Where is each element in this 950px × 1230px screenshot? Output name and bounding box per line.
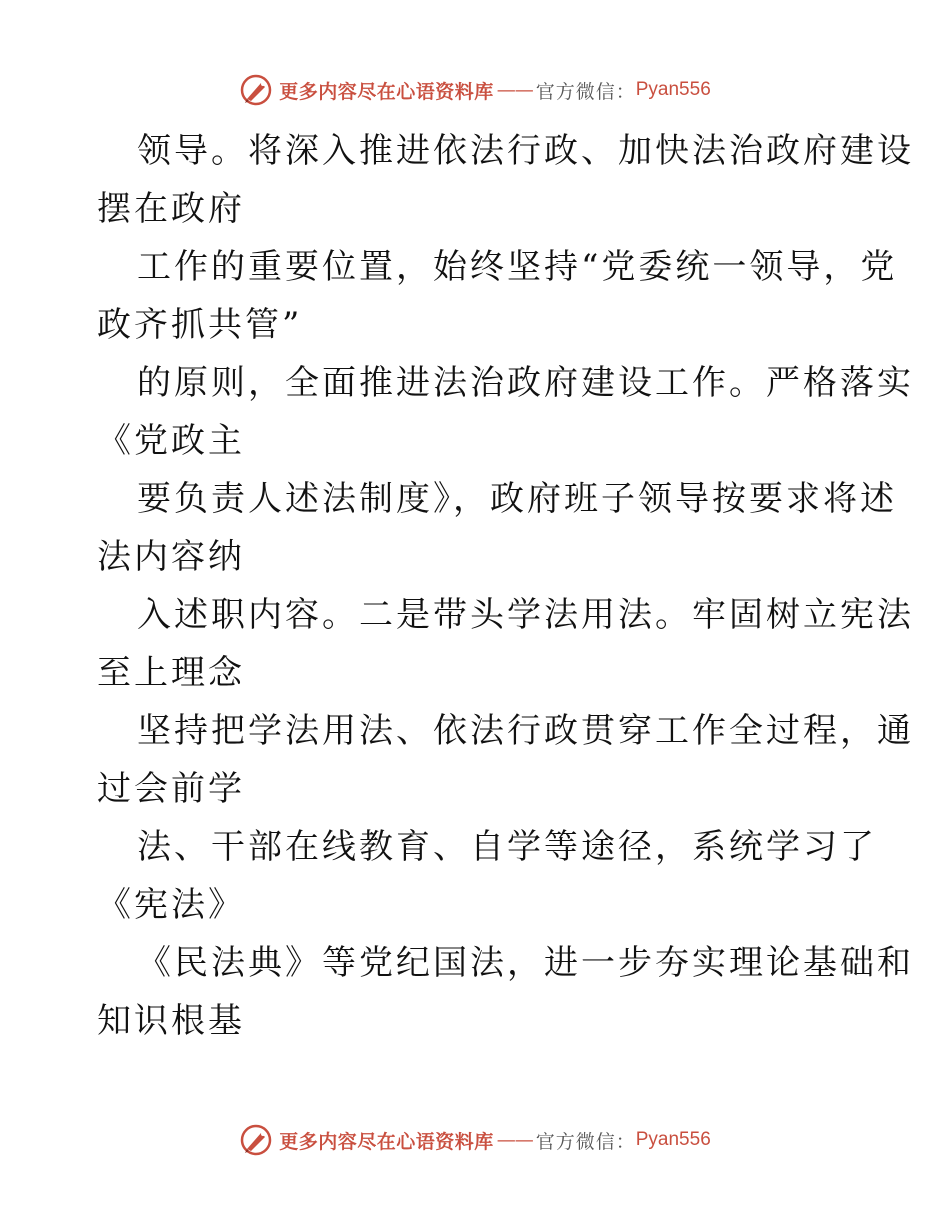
body-line: 摆在政府 [97,189,245,229]
page-header [0,70,950,110]
body-line: 法、干部在线教育、自学等途径，系统学习了 [137,827,877,867]
body-line: 入述职内容。二是带头学法用法。牢固树立宪法 [137,595,914,635]
header-wechat-label: 官方微信： [535,80,636,103]
body-line: 过会前学 [97,769,245,809]
pen-logo-icon [239,1123,273,1157]
body-line: 的原则，全面推进法治政府建设工作。严格落实 [137,363,914,403]
body-line: 《宪法》 [97,885,245,925]
body-line: 《民法典》等党纪国法，进一步夯实理论基础和 [137,943,914,983]
body-line: 知识根基 [97,1001,245,1041]
header-wechat-id: Pyan556 [635,79,711,100]
body-line: 《党政主 [97,421,245,461]
pen-logo-icon [239,73,273,107]
body-line: 法内容纳 [97,537,245,577]
body-line: 至上理念 [97,653,245,693]
footer-dash: —— [496,1129,533,1151]
footer-brand-text: 更多内容尽在心语资料库 [279,1130,494,1153]
footer-wechat-label: 官方微信： [535,1130,636,1153]
footer-wechat-id: Pyan556 [635,1129,711,1150]
page-footer [0,1120,950,1160]
body-line: 工作的重要位置，始终坚持“党委统一领导，党 [137,247,898,287]
body-line: 政齐抓共管” [97,305,303,345]
header-brand-text: 更多内容尽在心语资料库 [279,80,494,103]
body-line: 领导。将深入推进依法行政、加快法治政府建设 [137,131,914,171]
header-dash: —— [496,79,533,101]
body-line: 要负责人述法制度》，政府班子领导按要求将述 [137,479,897,519]
body-line: 坚持把学法用法、依法行政贯穿工作全过程，通 [137,711,914,751]
document-body [97,122,914,1050]
